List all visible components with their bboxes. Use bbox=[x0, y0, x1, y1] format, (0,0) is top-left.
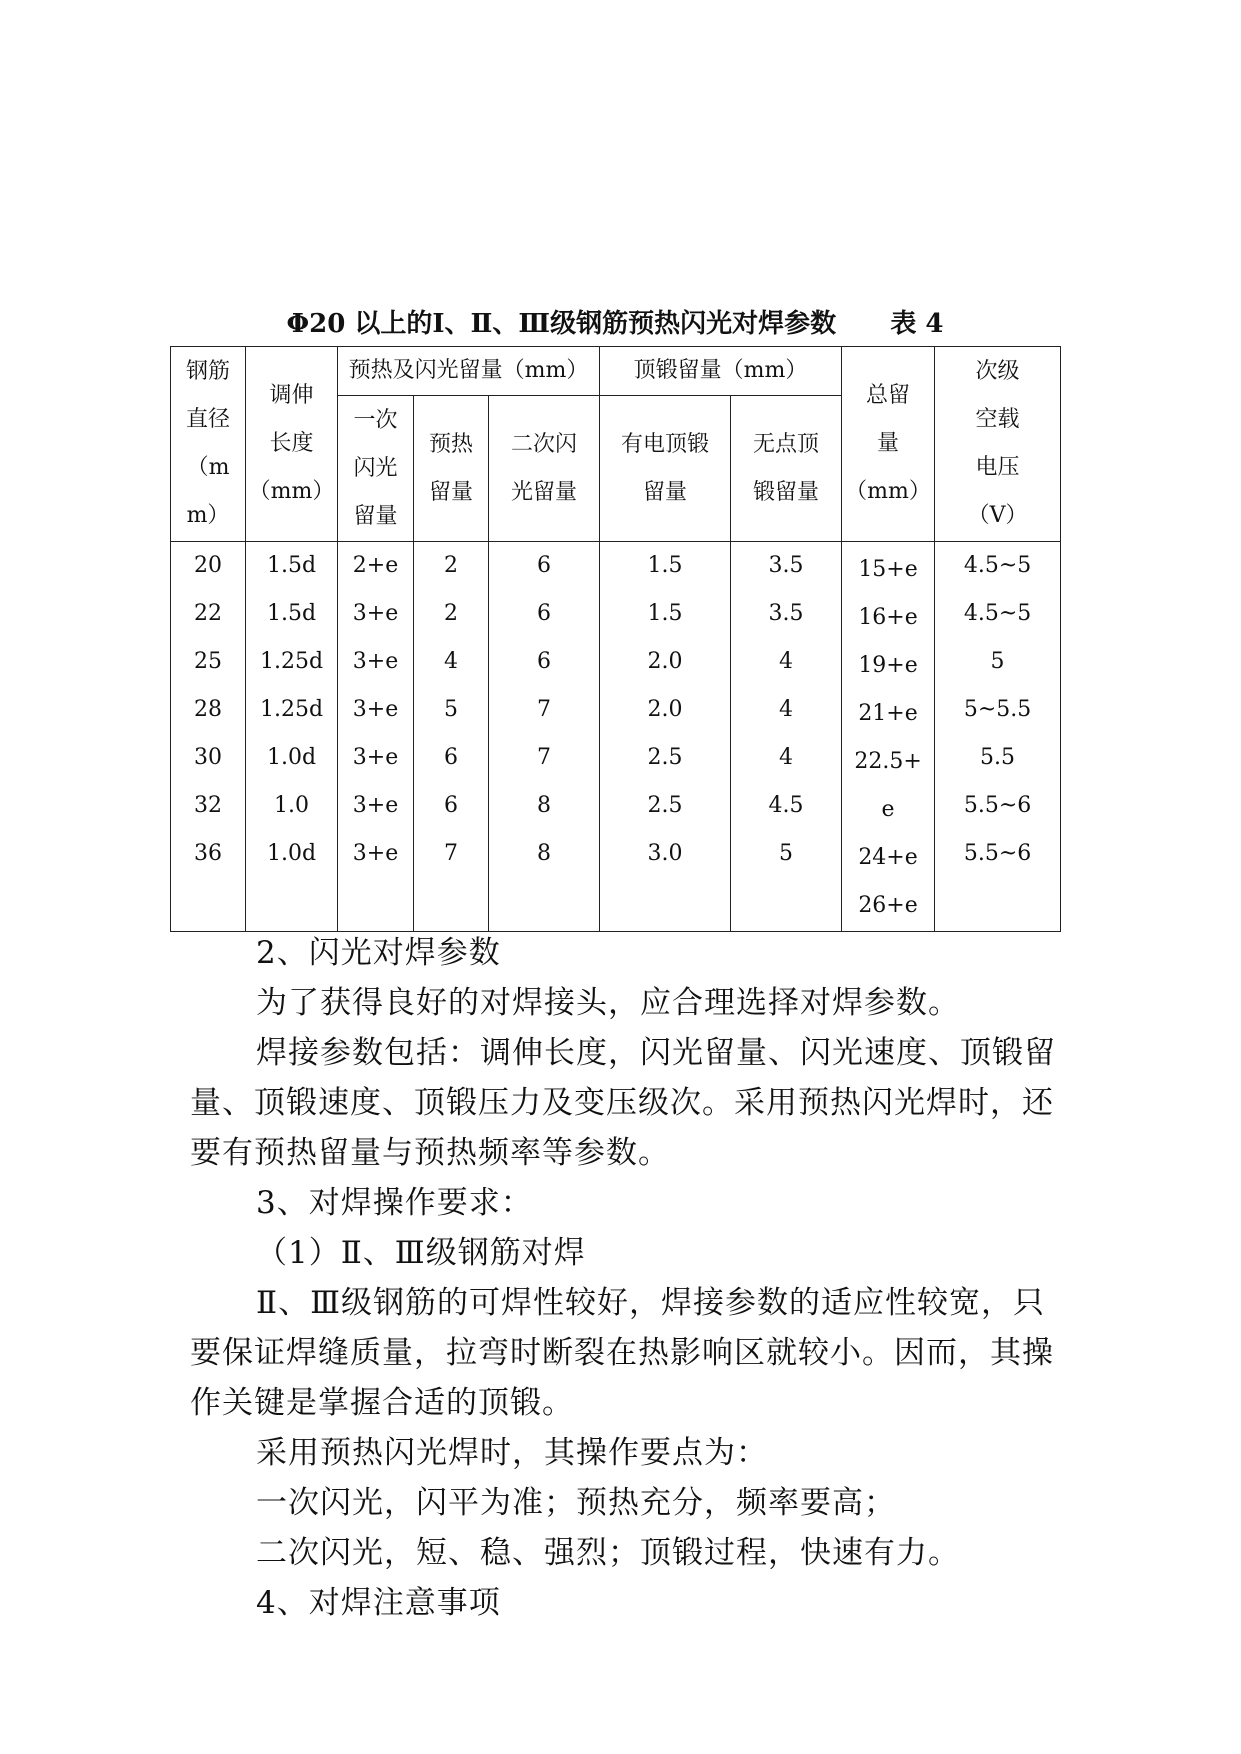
column-preheat: 2 2 4 5 6 6 7 bbox=[414, 542, 489, 932]
subheading-grade-2-3: （1）Ⅱ、Ⅲ级钢筋对焊 bbox=[256, 1235, 586, 1271]
paragraph-key-points-intro: 采用预热闪光焊时，其操作要点为： bbox=[256, 1435, 768, 1471]
heading-flash-params: 2、闪光对焊参数 bbox=[256, 935, 501, 971]
heading-notes: 4、对焊注意事项 bbox=[256, 1585, 501, 1621]
header-total: 总留 量 （mm） bbox=[842, 347, 935, 542]
header-flash1: 一次 闪光 留量 bbox=[338, 396, 414, 542]
header-voltage: 次级 空载 电压 （V） bbox=[935, 347, 1061, 542]
column-diameter: 20 22 25 28 30 32 36 bbox=[171, 542, 246, 932]
paragraph-first-flash: 一次闪光，闪平为准；预热充分，频率要高； bbox=[256, 1485, 896, 1521]
header-forge-on: 有电顶锻 留量 bbox=[600, 396, 731, 542]
header-flash2: 二次闪 光留量 bbox=[489, 396, 600, 542]
column-flash1: 2+e 3+e 3+e 3+e 3+e 3+e 3+e bbox=[338, 542, 414, 932]
paragraph-select-params: 为了获得良好的对焊接头，应合理选择对焊参数。 bbox=[256, 985, 960, 1021]
paragraph-params-list: 焊接参数包括：调伸长度，闪光留量、闪光速度、顶锻留量、顶锻速度、顶锻压力及变压级次。采用预热闪光焊时，还要有预热留量与预热频率等参数。 bbox=[190, 1035, 1056, 1171]
paragraph-second-flash: 二次闪光，短、稳、强烈；顶锻过程，快速有力。 bbox=[256, 1535, 960, 1571]
header-diameter: 钢筋 直径 （m m） bbox=[171, 347, 246, 542]
welding-parameters-table bbox=[170, 346, 1061, 932]
header-preheat: 预热 留量 bbox=[414, 396, 489, 542]
column-flash2: 6 6 6 7 7 8 8 bbox=[489, 542, 600, 932]
column-stretch: 1.5d 1.5d 1.25d 1.25d 1.0d 1.0 1.0d bbox=[246, 542, 338, 932]
header-stretch-length: 调伸 长度 （mm） bbox=[246, 347, 338, 542]
heading-operation: 3、对焊操作要求： bbox=[256, 1185, 533, 1221]
column-forge-on: 1.5 1.5 2.0 2.0 2.5 2.5 3.0 bbox=[600, 542, 731, 932]
column-forge-off: 3.5 3.5 4 4 4 4.5 5 bbox=[731, 542, 842, 932]
header-forge-off: 无点顶 锻留量 bbox=[731, 396, 842, 542]
header-preheat-group: 预热及闪光留量（mm） bbox=[338, 347, 600, 396]
table-title: Φ20 以上的Ⅰ、Ⅱ、Ⅲ级钢筋预热闪光对焊参数 表 4 bbox=[286, 309, 944, 339]
column-total: 15+e 16+e 19+e 21+e 22.5+ e 24+e 26+e bbox=[842, 542, 935, 932]
header-forging-group: 顶锻留量（mm） bbox=[600, 347, 842, 396]
paragraph-weldability: Ⅱ、Ⅲ级钢筋的可焊性较好，焊接参数的适应性较宽，只要保证焊缝质量，拉弯时断裂在热影响区就较小。因而，其操作关键是掌握合适的顶锻。 bbox=[190, 1285, 1054, 1421]
column-voltage: 4.5~5 4.5~5 5 5~5.5 5.5 5.5~6 5.5~6 bbox=[935, 542, 1061, 932]
